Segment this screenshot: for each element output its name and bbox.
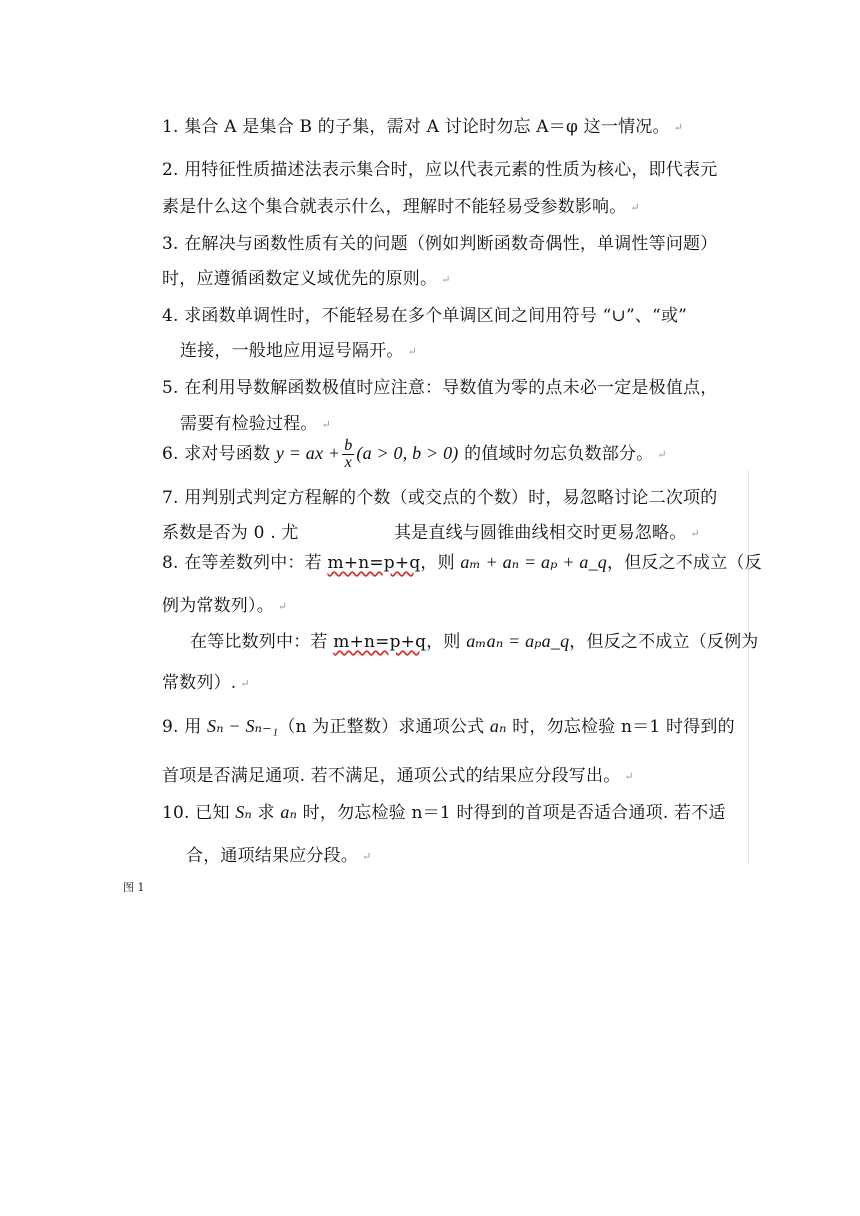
item-9-line-2 [162,761,634,786]
item-3-text-1: 3. 在解决与函数性质有关的问题（例如判断函数奇偶性，单调性等问题） [162,234,718,254]
item-2-line-2 [162,192,640,217]
item-6-text-post: 的值域时勿忘负数部分。 [458,444,654,464]
item-4-line-1 [162,301,687,326]
item-5-text-2: 需要有检验过程。 [180,414,318,434]
item-5-line-1 [162,373,717,398]
item-2-text-1: 2. 用特征性质描述法表示集合时，应以代表元素的性质为核心，即代表元 [162,160,718,180]
item-5-text-1: 5. 在利用导数解函数极值时应注意：导数值为零的点未必一定是极值点， [162,378,718,398]
item-10-formula-a: aₙ [280,802,298,822]
scan-edge-line [748,470,749,865]
item-9-text-2: 首项是否满足通项. 若不满足，通项公式的结果应分段写出。 [162,766,621,786]
item-7-text-2-left: 系数是否为 0 . 尤 [162,523,299,543]
return-mark: ↵ [673,121,684,134]
figure-caption: 图 1 [123,881,145,894]
item-9-formula-2: aₙ [489,716,507,736]
return-mark: ↵ [321,418,332,431]
item-4-text-2: 连接，一般地应用逗号隔开。 [180,341,404,361]
item-8-text-4: 常数列）. [162,673,237,693]
item-10-text-2: 合，通项结果应分段。 [186,846,358,866]
item-9-text-post: 时，勿忘检验 n＝1 时得到的 [506,717,735,737]
item-8-line-4 [162,668,250,693]
item-1-line [162,112,683,137]
item-6-line [162,438,667,471]
item-8-text-pre: 8. 在等差数列中：若 [162,553,328,573]
item-3-line-2 [162,264,451,289]
item-8-line-2 [162,591,287,616]
item-10-text-pre: 10. 已知 [162,803,236,823]
item-8-condition: m+n=p+q [327,553,421,573]
item-10-line-1 [162,798,726,823]
item-6-formula: y = ax + [275,443,341,463]
item-4-line-2 [180,336,417,361]
item-8c-text-pre: 在等比数列中：若 [190,632,334,652]
item-8-text-mid: ，则 [420,553,461,573]
item-6-fraction [342,438,354,471]
item-10-text-post: 时，勿忘检验 n＝1 时得到的首项是否适合通项. 若不适 [297,803,726,823]
return-mark: ↵ [441,273,451,286]
item-9-text-pre: 9. 用 [162,717,208,737]
item-8-line-1 [162,548,762,573]
item-8c-condition: m+n=p+q [333,632,427,652]
item-7-line-2-right [394,518,700,543]
item-9-text-mid: （n 为正整数）求通项公式 [278,717,490,737]
return-mark: ↵ [630,201,640,214]
item-7-text-2-right: 其是直线与圆锥曲线相交时更易忽略。 [394,523,687,543]
item-7-line-1 [162,483,717,508]
item-7-text-1: 7. 用判别式判定方程解的个数（或交点的个数）时，易忽略讨论二次项的 [162,488,718,508]
item-8c-text-post: ，但反之不成立（反例为 [569,632,759,652]
fraction-numerator: b [344,437,353,454]
item-9-line-1 [162,712,735,737]
item-8-formula: aₘ + aₙ = aₚ + a_q [460,552,607,572]
item-6-text-pre: 6. 求对号函数 [162,444,276,464]
item-4-text-1: 4. 求函数单调性时，不能轻易在多个单调区间之间用符号 “∪”、“或” [162,306,688,326]
fraction-denominator: x [344,454,352,471]
return-mark: ↵ [362,850,372,863]
item-1-text: 1. 集合 A 是集合 B 的子集，需对 A 讨论时勿忘 A＝φ 这一情况。 [162,117,670,137]
item-10-line-2 [186,841,371,866]
item-5-line-2 [180,409,331,434]
item-8c-text-mid: ，则 [426,632,467,652]
return-mark: ↵ [690,527,700,540]
item-2-line-1 [162,155,717,180]
return-mark: ↵ [277,600,288,613]
item-3-line-1 [162,229,717,254]
item-10-formula-s: Sₙ [235,802,252,822]
item-8-text-2: 例为常数列）。 [162,596,274,616]
return-mark: ↵ [407,345,418,358]
item-8c-formula: aₘaₙ = aₚa_q [466,631,570,651]
return-mark: ↵ [240,677,250,690]
item-10-text-mid: 求 [251,803,281,823]
item-8-line-3 [190,627,759,652]
item-7-line-2-left [162,518,299,543]
item-3-text-2: 时，应遵循函数定义域优先的原则。 [162,269,438,289]
item-6-condition: (a > 0, b > 0) [356,443,459,463]
item-8-text-post: ，但反之不成立（反 [607,553,762,573]
return-mark: ↵ [657,448,667,461]
return-mark: ↵ [624,770,634,783]
item-9-formula: Sₙ − Sₙ₋₁ [207,716,279,736]
item-2-text-2: 素是什么这个集合就表示什么，理解时不能轻易受参数影响。 [162,197,627,217]
